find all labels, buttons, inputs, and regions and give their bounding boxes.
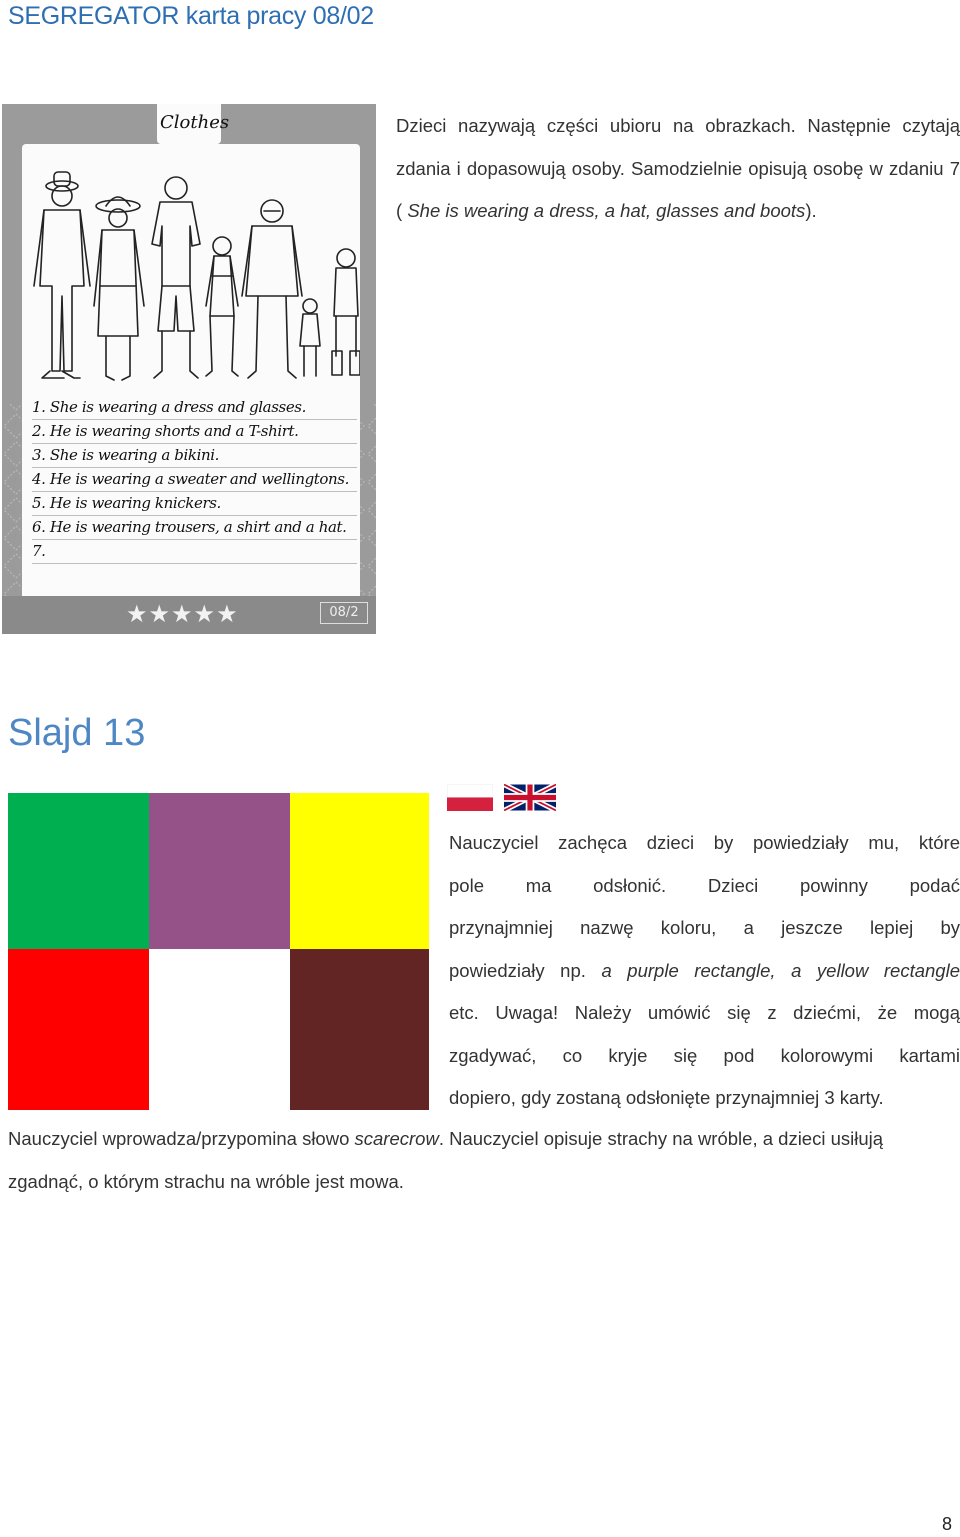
color-card-green — [8, 793, 149, 949]
worksheet-sentence: 3. She is wearing a bikini. — [32, 444, 357, 468]
color-card-grid — [8, 793, 429, 1110]
slide-description-example: a purple rectangle, a yellow rectangle — [601, 959, 960, 981]
worksheet-heading: Clothes — [160, 112, 230, 133]
slide-description-line: etc. Uwaga! Należy umówić się z dziećmi, że mogą — [449, 1002, 960, 1023]
worksheet-sentence: 1. She is wearing a dress and glasses. — [32, 396, 357, 420]
star-rating-icon: ★★★★★ — [126, 601, 239, 628]
worksheet-sentence: 2. He is wearing shorts and a T-shirt. — [32, 420, 357, 444]
toddler-figure — [300, 299, 320, 376]
worksheet-sentence: 6. He is wearing trousers, a shirt and a hat. — [32, 516, 357, 540]
uk-flag-icon — [504, 784, 556, 811]
slide-description-line: zgadywać, co kryje się pod kolorowymi kartami — [449, 1044, 960, 1066]
worksheet-sentences — [32, 396, 357, 564]
slide-description-line: pole ma odsłonić. Dzieci powinny podać — [449, 874, 960, 896]
worksheet-description-end: ). — [805, 200, 817, 221]
worksheet-page-label: 08/2 — [320, 602, 368, 624]
scarecrow-description — [8, 1118, 960, 1203]
worksheet-description-text: Dzieci nazywają części ubioru na obrazkach. Następnie czytają zdania i dopasowują osoby. Samodzielnie opisują osobę w zdaniu 7 ( — [396, 115, 960, 221]
color-card-purple — [149, 793, 290, 949]
slide-description-line: Nauczyciel zachęca dzieci by powiedziały mu, które — [449, 832, 960, 853]
color-card-brown — [290, 949, 429, 1110]
scarecrow-description-text: Nauczyciel wprowadza/przypomina słowo — [8, 1128, 355, 1149]
slide-description — [449, 822, 960, 1120]
slide-description-line: dopiero, gdy zostaną odsłonięte przynajmniej 3 karty. — [449, 1087, 884, 1108]
worksheet-sentence: 4. He is wearing a sweater and wellingtons. — [32, 468, 357, 492]
slide-description-line: przynajmniej nazwę koloru, a jeszcze lepiej by — [449, 917, 960, 938]
slide-heading: Slajd 13 — [8, 712, 146, 754]
scarecrow-description-end: . Nauczyciel opisuje strachy na wróble, a dzieci usiłują zgadnąć, o którym strachu na wróble jest mowa. — [8, 1128, 884, 1192]
document-title: SEGREGATOR karta pracy 08/02 — [8, 2, 374, 30]
poland-flag-icon — [447, 784, 493, 811]
woman-with-hat-figure — [94, 197, 144, 380]
worksheet-sentence: 7. — [32, 540, 357, 564]
color-card-white — [149, 949, 290, 1110]
woman-with-glasses-figure — [242, 200, 302, 378]
color-card-yellow — [290, 793, 429, 949]
girl-in-bikini-figure — [206, 237, 238, 376]
worksheet-image — [2, 104, 376, 634]
slide-description-line — [449, 950, 960, 993]
color-card-red — [8, 949, 149, 1110]
scarecrow-word: scarecrow — [354, 1128, 439, 1149]
boy-in-wellingtons-figure — [332, 249, 360, 375]
worksheet-description-example: She is wearing a dress, a hat, glasses and boots — [407, 200, 806, 221]
page-number: 8 — [941, 1514, 952, 1534]
slide-description-text: powiedziały np. — [449, 959, 602, 981]
man-with-hat-figure — [34, 172, 90, 378]
worksheet-sentence: 5. He is wearing knickers. — [32, 492, 357, 516]
man-in-shorts-figure — [152, 177, 200, 378]
worksheet-description — [396, 105, 960, 233]
people-illustration — [22, 166, 360, 396]
